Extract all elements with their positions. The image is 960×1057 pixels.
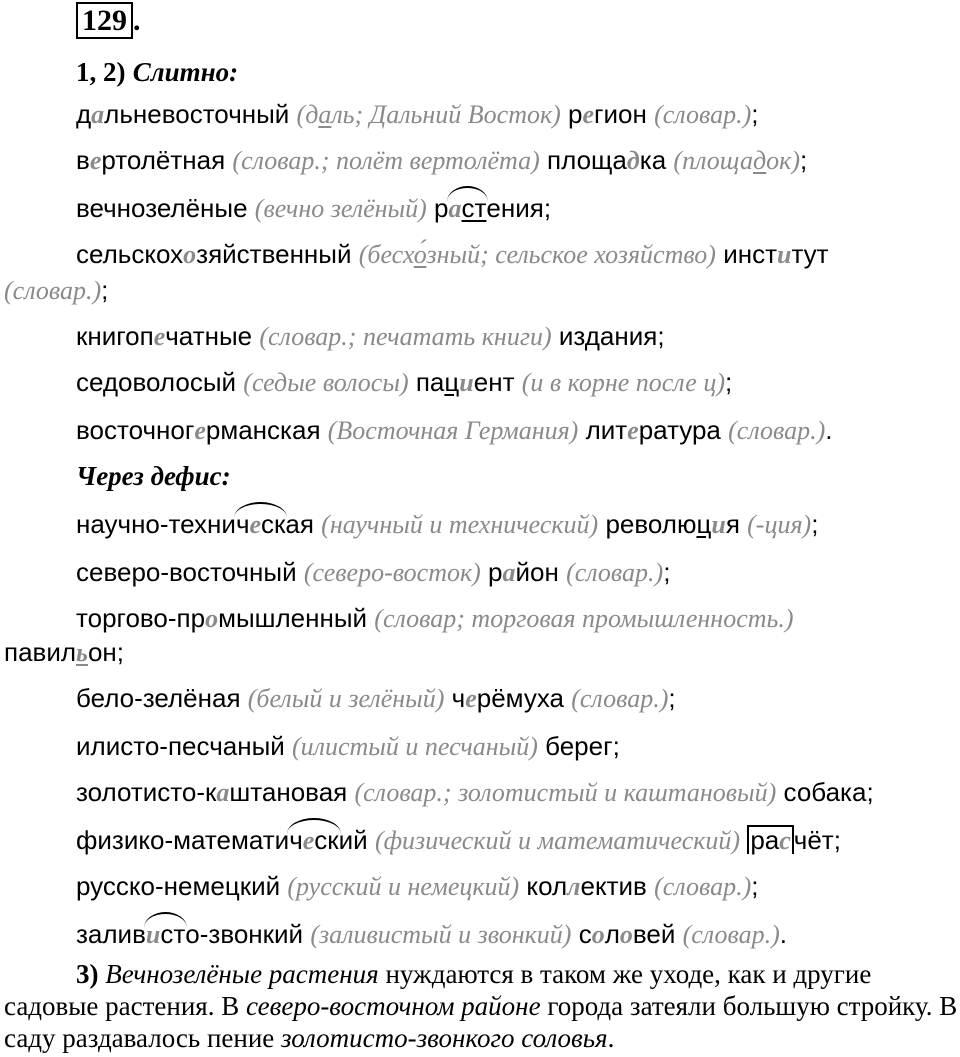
list-item: научно-техническая (научный и технический) революция (-ция); <box>76 509 819 539</box>
list-item: русско-немецкий (русский и немецкий) коллектив (словар.); <box>76 871 759 901</box>
list-item: физико-математический (физический и математический) рас чёт; <box>76 825 841 855</box>
list-item: седоволосый (седые волосы) пациент (и в корне после ц); <box>76 367 733 397</box>
list-item: золотисто-каштановая (словар.; золотистый и каштановый) собака; <box>76 777 874 807</box>
list-item: вечнозелёные (вечно зелёный) растения; <box>76 193 552 223</box>
exercise-number: 129 . <box>76 4 141 38</box>
list-item-continuation: павильон; <box>4 637 124 667</box>
section-slitno-heading: 1, 2) Слитно: <box>76 57 239 87</box>
list-item: торгово-промышленный (словар; торговая промышленность.) <box>76 603 794 633</box>
list-item: заливисто-звонкий (заливистый и звонкий) соловей (словар.). <box>76 919 787 949</box>
list-item: сельскохозяйственный (бесхо́зный; сельское хозяйство) институт <box>76 239 829 269</box>
list-item: дальневосточный (даль; Дальний Восток) регион (словар.); <box>76 99 759 129</box>
list-item: восточногерманская (Восточная Германия) литература (словар.). <box>76 415 833 445</box>
list-item-continuation: (словар.); <box>4 275 109 305</box>
list-item: книгопечатные (словар.; печатать книги) издания; <box>76 321 665 351</box>
list-item: северо-восточный (северо-восток) район (словар.); <box>76 557 671 587</box>
list-item: илисто-песчаный (илистый и песчаный) берег; <box>76 731 620 761</box>
answer-paragraph: 3) Вечнозелёные растения нуждаются в таком же уходе, как и другие садовые растения. В северо-восточном районе города затеяли большую стройку. В саду раздавалось пение золотисто-звонкого соловья. <box>4 959 958 1053</box>
section-defis-heading: Через дефис: <box>76 461 231 491</box>
list-item: вертолётная (словар.; полёт вертолёта) площадка (площадок); <box>76 145 808 175</box>
list-item: бело-зелёная (белый и зелёный) черёмуха (словар.); <box>76 683 676 713</box>
